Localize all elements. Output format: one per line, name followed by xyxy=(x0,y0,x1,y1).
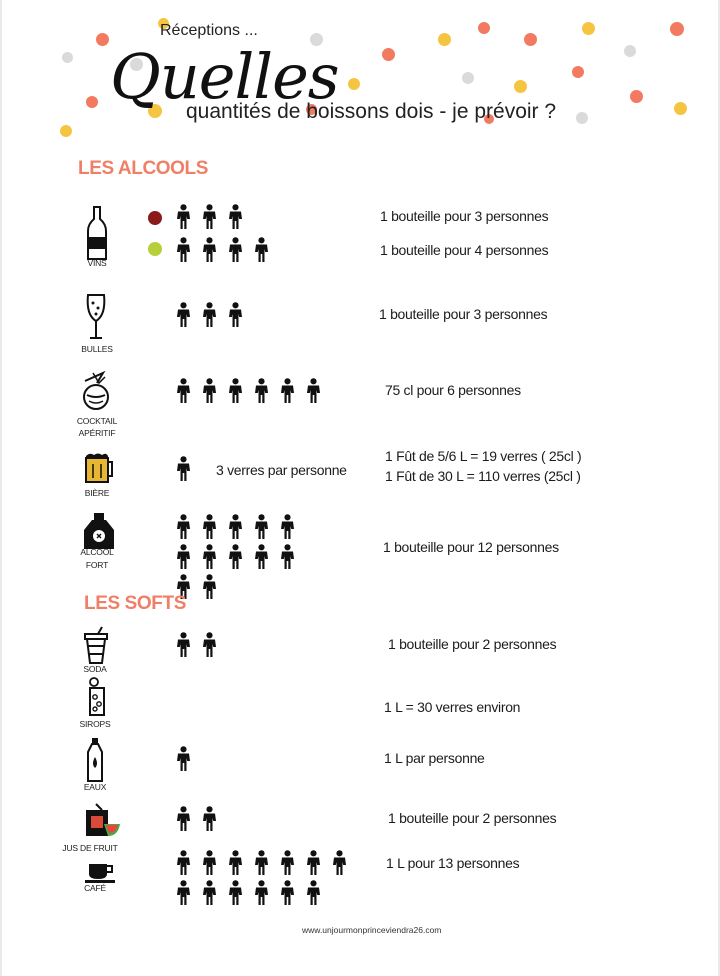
persons-biere xyxy=(172,456,195,482)
persons-vins-white xyxy=(172,237,273,263)
header-kicker: Réceptions ... xyxy=(160,22,258,39)
confetti-dot xyxy=(348,78,360,90)
header-script-title: Quelles xyxy=(110,40,339,113)
person-icon xyxy=(172,302,195,328)
person-icon xyxy=(172,806,195,832)
person-icon xyxy=(198,378,221,404)
person-icon xyxy=(198,632,221,658)
text-cocktail: 75 cl pour 6 personnes xyxy=(385,382,521,398)
person-icon xyxy=(198,574,221,600)
person-icon xyxy=(224,302,247,328)
person-icon xyxy=(250,544,273,570)
person-icon xyxy=(276,514,299,540)
persons-bulles xyxy=(172,302,247,328)
label-jus: JUS DE FRUIT xyxy=(62,843,118,853)
text-jus: 1 bouteille pour 2 personnes xyxy=(388,810,557,826)
persons-jus xyxy=(172,806,221,832)
confetti-dot xyxy=(576,112,588,124)
person-icon xyxy=(198,544,221,570)
text-eaux: 1 L par personne xyxy=(384,750,485,766)
confetti-dot xyxy=(582,22,595,35)
persons-cocktail xyxy=(172,378,325,404)
label-cocktail-2: APÉRITIF xyxy=(78,428,116,438)
text-bulles: 1 bouteille pour 3 personnes xyxy=(379,306,548,322)
label-biere: BIÈRE xyxy=(84,488,110,498)
person-icon xyxy=(198,204,221,230)
person-icon xyxy=(172,237,195,263)
header-subtitle: quantités de boissons dois - je prévoir ? xyxy=(186,100,557,123)
person-icon xyxy=(224,850,247,876)
person-icon xyxy=(172,378,195,404)
label-bulles: BULLES xyxy=(81,344,113,354)
person-icon xyxy=(328,850,351,876)
label-cocktail-1: COCKTAIL xyxy=(76,416,118,426)
person-icon xyxy=(302,850,325,876)
text-vins-white: 1 bouteille pour 4 personnes xyxy=(380,242,549,258)
person-icon xyxy=(250,850,273,876)
person-icon xyxy=(198,880,221,906)
person-icon xyxy=(198,237,221,263)
person-icon xyxy=(172,456,195,482)
red-wine-dot xyxy=(148,211,162,225)
label-alcool-fort-2: FORT xyxy=(85,560,109,570)
confetti-dot xyxy=(96,33,109,46)
confetti-dot xyxy=(86,96,98,108)
syrup-glass-icon xyxy=(88,677,106,717)
water-bottle-icon xyxy=(85,737,105,783)
confetti-dot xyxy=(630,90,643,103)
confetti-dot xyxy=(524,33,537,46)
person-icon xyxy=(250,378,273,404)
label-cafe: CAFÉ xyxy=(84,883,106,893)
person-icon xyxy=(302,880,325,906)
footer-url: www.unjourmonprinceviendra26.com xyxy=(302,925,442,935)
persons-eaux xyxy=(172,746,195,772)
person-icon xyxy=(172,514,195,540)
persons-alcool-fort xyxy=(172,514,322,600)
person-icon xyxy=(250,237,273,263)
persons-soda xyxy=(172,632,221,658)
person-icon xyxy=(224,880,247,906)
person-icon xyxy=(172,632,195,658)
label-eaux: EAUX xyxy=(83,782,107,792)
person-icon xyxy=(198,302,221,328)
section-title-softs: LES SOFTS xyxy=(84,593,186,614)
confetti-dot xyxy=(60,125,72,137)
confetti-dot xyxy=(438,33,451,46)
confetti-dot xyxy=(670,22,684,36)
confetti-dot xyxy=(674,102,687,115)
champagne-flute-icon xyxy=(85,293,107,341)
person-icon xyxy=(224,514,247,540)
text-cafe: 1 L pour 13 personnes xyxy=(386,855,520,871)
infographic-sheet xyxy=(2,0,718,976)
person-icon xyxy=(172,850,195,876)
text-biere-keg-small: 1 Fût de 5/6 L = 19 verres ( 25cl ) xyxy=(385,448,582,464)
label-vins: VINS xyxy=(87,258,107,268)
confetti-dot xyxy=(62,52,73,63)
person-icon xyxy=(250,514,273,540)
person-icon xyxy=(224,378,247,404)
section-title-alcools: LES ALCOOLS xyxy=(78,158,209,179)
person-icon xyxy=(276,378,299,404)
person-icon xyxy=(276,850,299,876)
label-alcool-fort-1: ALCOOL xyxy=(80,547,114,557)
text-sirops: 1 L = 30 verres environ xyxy=(384,699,521,715)
coffee-cup-icon xyxy=(84,862,116,884)
white-wine-dot xyxy=(148,242,162,256)
person-icon xyxy=(198,514,221,540)
person-icon xyxy=(172,544,195,570)
text-soda: 1 bouteille pour 2 personnes xyxy=(388,636,557,652)
persons-vins-red xyxy=(172,204,247,230)
label-sirops: SIROPS xyxy=(79,719,111,729)
confetti-dot xyxy=(572,66,584,78)
person-icon xyxy=(172,880,195,906)
confetti-dot xyxy=(382,48,395,61)
person-icon xyxy=(224,544,247,570)
fruit-juice-icon xyxy=(82,802,122,838)
text-biere-per-person: 3 verres par personne xyxy=(216,462,347,478)
confetti-dot xyxy=(462,72,474,84)
confetti-dot xyxy=(514,80,527,93)
soda-cup-icon xyxy=(84,626,108,664)
persons-cafe xyxy=(172,850,352,906)
liquor-bottle-icon xyxy=(82,512,116,550)
text-biere-keg-large: 1 Fût de 30 L = 110 verres (25cl ) xyxy=(385,468,581,484)
person-icon xyxy=(250,880,273,906)
beer-mug-icon xyxy=(84,452,114,484)
person-icon xyxy=(198,850,221,876)
wine-bottle-icon xyxy=(86,205,108,261)
person-icon xyxy=(172,204,195,230)
person-icon xyxy=(302,378,325,404)
label-soda: SODA xyxy=(83,664,107,674)
cocktail-icon xyxy=(79,369,115,413)
person-icon xyxy=(276,880,299,906)
person-icon xyxy=(224,204,247,230)
person-icon xyxy=(276,544,299,570)
text-vins-red: 1 bouteille pour 3 personnes xyxy=(380,208,549,224)
confetti-dot xyxy=(478,22,490,34)
person-icon xyxy=(224,237,247,263)
person-icon xyxy=(198,806,221,832)
person-icon xyxy=(172,746,195,772)
confetti-dot xyxy=(624,45,636,57)
text-alcool-fort: 1 bouteille pour 12 personnes xyxy=(383,539,559,555)
